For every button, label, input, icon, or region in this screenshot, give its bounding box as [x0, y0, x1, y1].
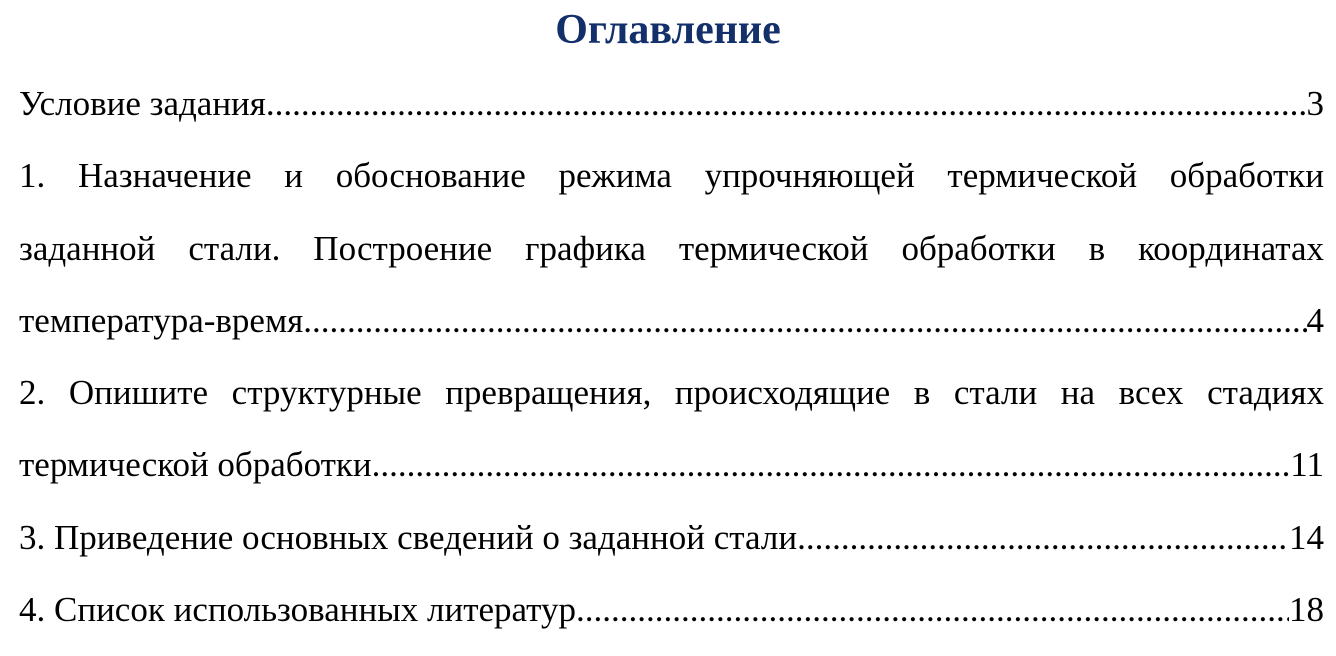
toc-line: [19, 512, 1324, 584]
toc-page-number: 3: [1306, 84, 1324, 123]
toc-line: заданной стали. Построение графика термической обработки в координатах: [19, 228, 1324, 268]
toc-entry-text: 4. Список использованных литератур: [19, 590, 576, 630]
dot-leader: [266, 78, 1307, 130]
toc-line: [19, 78, 1324, 150]
toc-page-number: 18: [1289, 590, 1324, 630]
toc-entry-text: температура-время.: [19, 300, 312, 340]
toc-page-number: 11: [1290, 445, 1324, 485]
dot-leader: [576, 584, 1289, 636]
toc-line: 1. Назначение и обоснование режима упрочняющей термической обработки: [19, 156, 1324, 196]
dot-leader: [797, 512, 1289, 564]
toc-line: 2. Опишите структурные превращения, происходящие в стали на всех стадиях: [19, 373, 1324, 413]
toc-entry-text: термической обработки.: [19, 445, 381, 485]
toc-line: [19, 439, 1324, 511]
toc-entry-text: Условие задания: [19, 84, 266, 123]
toc-page-number: 4: [1306, 300, 1324, 340]
toc-list: [19, 78, 1324, 656]
toc-entry-section-1[interactable]: [19, 150, 1324, 367]
toc-page-number: 14: [1289, 517, 1324, 557]
toc-entry-section-2[interactable]: [19, 367, 1324, 512]
toc-entry-section-3[interactable]: [19, 512, 1324, 584]
dot-leader: [312, 295, 1307, 347]
toc-entry-conditions[interactable]: [19, 78, 1324, 150]
toc-line: [19, 295, 1324, 367]
toc-entry-section-4[interactable]: [19, 584, 1324, 656]
toc-line: [19, 584, 1324, 656]
dot-leader: [380, 439, 1290, 491]
toc-title: Оглавление: [555, 7, 781, 53]
toc-entry-text: 3. Приведение основных сведений о заданной стали: [19, 517, 798, 557]
